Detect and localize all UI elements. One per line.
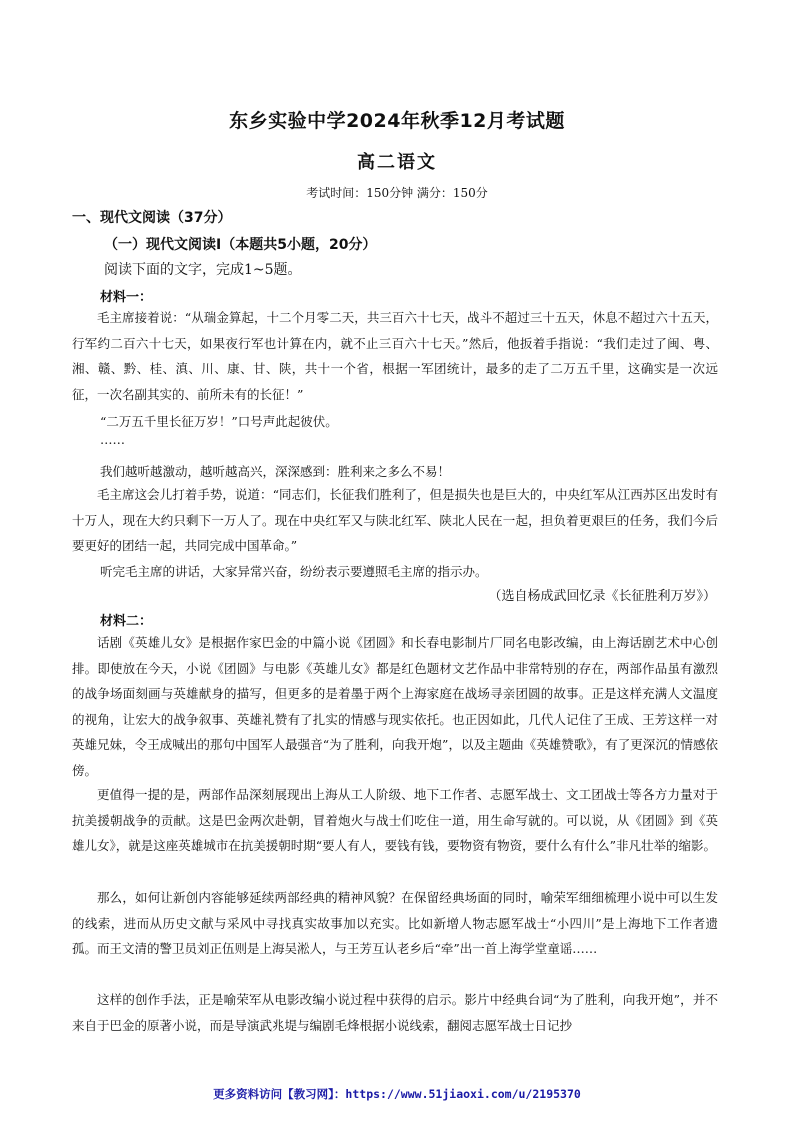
section-subheading: （一）现代文阅读Ⅰ（本题共5小题，20分） (104, 237, 377, 253)
material-1-paragraph-3: 我们越听越激动，越听越高兴，深深感到：胜利来之多么不易！ (100, 464, 451, 479)
material-2-label: 材料二： (100, 614, 153, 629)
material-1-source: （选自杨成武回忆录《长征胜利万岁》） (488, 589, 716, 604)
subject-title: 高二语文 (357, 152, 437, 173)
material-2-paragraph-2: 更值得一提的是，两部作品深刻展现出上海从工人阶级、地下工作者、志愿军战士、文工团战士等各方力量对于抗美援朝战争的贡献。这是巴金两次赴朝，冒着炮火与战士们吃住一道，用生命写就的。可以说，从《团圆》到《英雄儿女》，就是这座英雄城市在抗美援朝时期“要人有人，要钱有钱，要物资有物资，要什么有什么”非凡壮举的缩影。 (72, 787, 718, 853)
material-2-paragraph-4: 这样的创作手法，正是喻荣军从电影改编小说过程中获得的启示。影片中经典台词“为了胜利，向我开炮”，并不来自于巴金的原著小说，而是导演武兆堤与编剧毛烽根据小说线索，翻阅志愿军战士日记抄 (72, 992, 718, 1033)
exam-info: 考试时间：150分钟 满分：150分 (306, 186, 488, 200)
material-1-paragraph-4: 毛主席这会儿打着手势，说道：“同志们，长征我们胜利了，但是损失也是巨大的，中央红军从江西苏区出发时有十万人，现在大约只剩下一万人了。现在中央红军又与陕北红军、陕北人民在一起，担负着更艰巨的任务，我们今后要更好的团结一起，共同完成中国革命。” (72, 487, 718, 553)
section-heading: 一、现代文阅读（37分） (72, 210, 232, 226)
reading-instruction: 阅读下面的文字，完成1~5题。 (104, 262, 302, 278)
exam-title: 东乡实验中学2024年秋季12月考试题 (229, 110, 565, 132)
material-1-label: 材料一： (100, 290, 153, 305)
material-1-paragraph-2: “二万五千里长征万岁！”口号声此起彼伏。 (100, 414, 338, 429)
footer-link[interactable]: 更多资料访问【教习网】：https://www.51jiaoxi.com/u/2195370 (213, 1087, 581, 1101)
material-1-paragraph-5: 听完毛主席的讲话，大家异常兴奋，纷纷表示要遵照毛主席的指示办。 (100, 564, 488, 579)
material-2-paragraph-3: 那么，如何让新创内容能够延续两部经典的精神风貌？在保留经典场面的同时，喻荣军细细梳理小说中可以生发的线索，进而从历史文献与采风中寻找真实故事加以充实。比如新增人物志愿军战士“小四川”是上海地下工作者遗孤。而王文清的警卫员刘正伍则是上海吴淞人，与王芳互认老乡后“牵”出一首上海学堂童谣…… (72, 890, 718, 956)
material-1-paragraph-1: 毛主席接着说：“从瑞金算起，十二个月零二天，共三百六十七天，战斗不超过三十五天，休息不超过六十五天，行军约二百六十七天，如果夜行军也计算在内，就不止三百六十七天。”然后，他扳着手指说：“我们走过了闽、粤、湘、赣、黔、桂、滇、川、康、甘、陕，共十一个省，根据一军团统计，最多的走了二万五千里，这确实是一次远征，一次名副其实的、前所未有的长征！” (72, 310, 718, 402)
material-2-paragraph-1: 话剧《英雄儿女》是根据作家巴金的中篇小说《团圆》和长春电影制片厂同名电影改编，由上海话剧艺术中心创排。即使放在今天，小说《团圆》与电影《英雄儿女》都是红色题材文艺作品中非常特别的存在，两部作品虽有激烈的战争场面刻画与英雄献身的描写，但更多的是着墨于两个上海家庭在战场寻亲团圆的故事。正是这样充满人文温度的视角，让宏大的战争叙事、英雄礼赞有了扎实的情感与现实依托。也正因如此，几代人记住了王成、王芳这样一对英雄兄妹，令王成喊出的那句中国军人最强音“为了胜利，向我开炮”，以及主题曲《英雄赞歌》，有了更深沉的情感依傍。 (72, 635, 718, 778)
material-1-ellipsis: …… (100, 432, 125, 447)
